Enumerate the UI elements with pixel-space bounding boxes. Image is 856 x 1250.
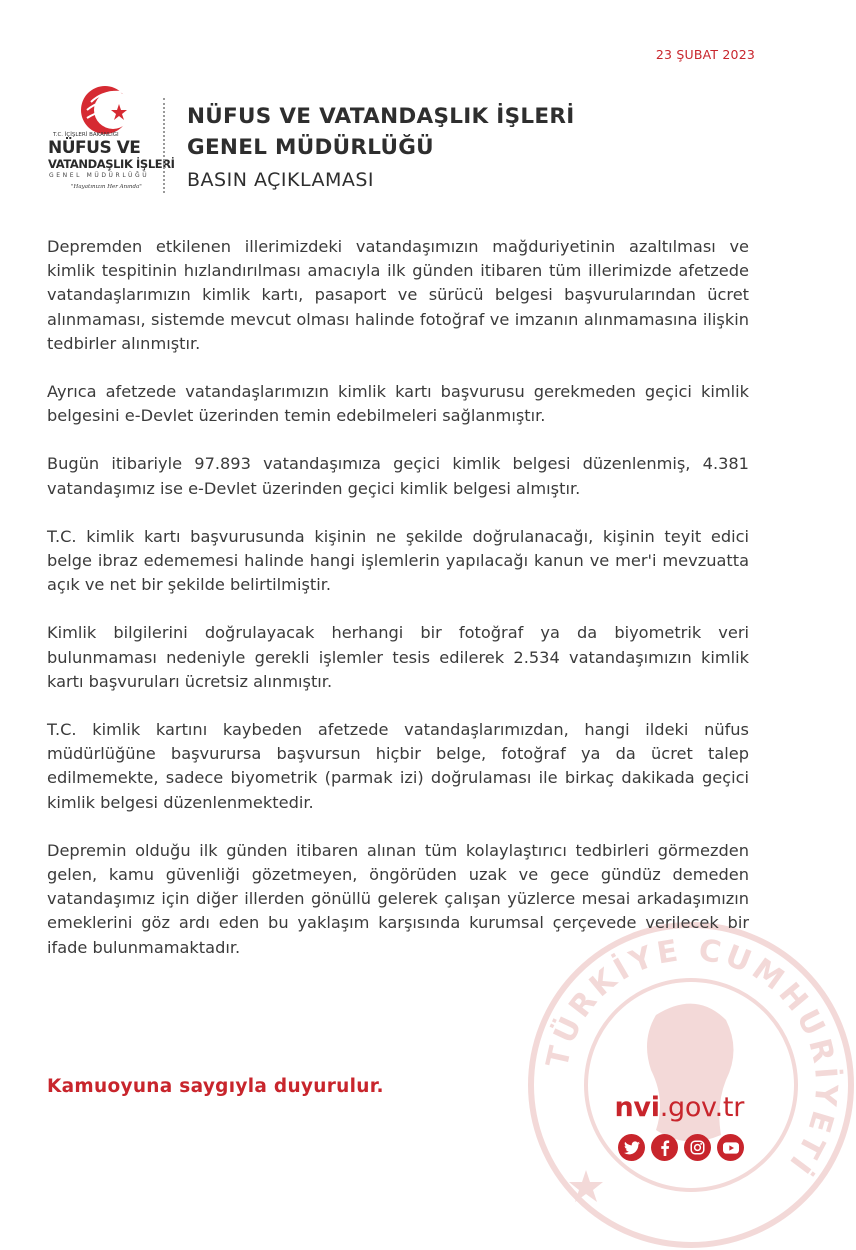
- paragraph: Bugün itibariyle 97.893 vatandaşımıza geçici kimlik belgesi düzenlenmiş, 4.381 vatandaşımız ise e-Devlet üzerinden geçici kimlik belgesi almıştır.: [47, 454, 749, 498]
- website-rest: .gov.tr: [659, 1092, 744, 1123]
- press-release-body: [47, 235, 749, 984]
- logo-line3: GENEL MÜDÜRLÜĞÜ: [49, 172, 150, 179]
- nvi-logo: [45, 80, 175, 205]
- logo-line2: VATANDAŞLIK İŞLERİ: [48, 157, 175, 171]
- paragraph: T.C. kimlik kartını kaybeden afetzede vatandaşlarımızdan, hangi ildeki nüfus müdürlüğüne başvurursa başvursun hiçbir belge, fotoğraf ya da ücret talep edilmemekte, sadece biyometrik (parmak izi) doğrulaması ile birkaç dakikada geçici kimlik belgesi düzenlenmektedir.: [47, 720, 749, 812]
- instagram-icon[interactable]: [684, 1134, 711, 1161]
- paragraph: T.C. kimlik kartı başvurusunda kişinin ne şekilde doğrulanacağı, kişinin teyit edici belge ibraz edememesi halinde hangi işlemlerin yapılacağı kanun ve mer'i mevzuatta açık ve net bir şekilde belirtilmiştir.: [47, 526, 749, 595]
- facebook-icon[interactable]: [651, 1134, 678, 1161]
- closing-statement: Kamuoyuna saygıyla duyurulur.: [47, 1076, 384, 1097]
- title-line2: GENEL MÜDÜRLÜĞÜ: [187, 135, 434, 160]
- press-release-date: 23 ŞUBAT 2023: [655, 47, 755, 62]
- website-link[interactable]: [615, 1092, 744, 1123]
- website-bold: nvi: [614, 1092, 660, 1123]
- social-icons: [618, 1134, 744, 1161]
- paragraph: Depremden etkilenen illerimizdeki vatandaşımızın mağduriyetinin azaltılması ve kimlik tespitinin hızlandırılması amacıyla ilk günden itibaren tüm illerimizde afetzede vatandaşlarımızın kimlik kartı, pasaport ve sürücü belgesi başvurularından ücret alınmaması, sistemde mevcut olması halinde fotoğraf ve imzanın alınmamasına ilişkin tedbirler alınmıştır.: [47, 237, 749, 353]
- title-line1: NÜFUS VE VATANDAŞLIK İŞLERİ: [187, 104, 575, 129]
- logo-slogan: "Hayatınızın Her Anında": [71, 184, 142, 190]
- page-title: [187, 101, 575, 163]
- youtube-icon[interactable]: [717, 1134, 744, 1161]
- header-divider: [163, 98, 165, 193]
- paragraph: Depremin olduğu ilk günden itibaren alınan tüm kolaylaştırıcı tedbirleri görmezden gelen, kamu güvenliği gözetmeyen, öngörüden uzak ve gece gündüz demeden vatandaşımız için diğer illerden gönüllü gelerek çalışan yüzlerce mesai arkadaşımızın emeklerini göz ardı eden bu yaklaşım karşısında kurumsal çerçevede verilecek bir ifade bulunmamaktadır.: [47, 840, 749, 957]
- paragraph: Ayrıca afetzede vatandaşlarımızın kimlik kartı başvurusu gerekmeden geçici kimlik belgesini e-Devlet üzerinden temin edebilmeleri sağlanmıştır.: [47, 382, 749, 426]
- twitter-icon[interactable]: [618, 1134, 645, 1161]
- logo-line1: NÜFUS VE: [48, 138, 141, 158]
- paragraph: Kimlik bilgilerini doğrulayacak herhangi bir fotoğraf ya da biyometrik veri bulunmaması nedeniyle gerekli işlemler tesis edilerek 2.534 vatandaşımızın kimlik kartı başvuruları ücretsiz alınmıştır.: [47, 623, 749, 691]
- logo-ministry-text: T.C. İÇİŞLERİ BAKANLIĞI: [53, 132, 119, 138]
- crescent-star-emblem-icon: [73, 80, 137, 136]
- watermark-text: TÜRKİYE CUMHURİYETİ: [540, 932, 844, 1183]
- page-subtitle: BASIN AÇIKLAMASI: [187, 169, 375, 191]
